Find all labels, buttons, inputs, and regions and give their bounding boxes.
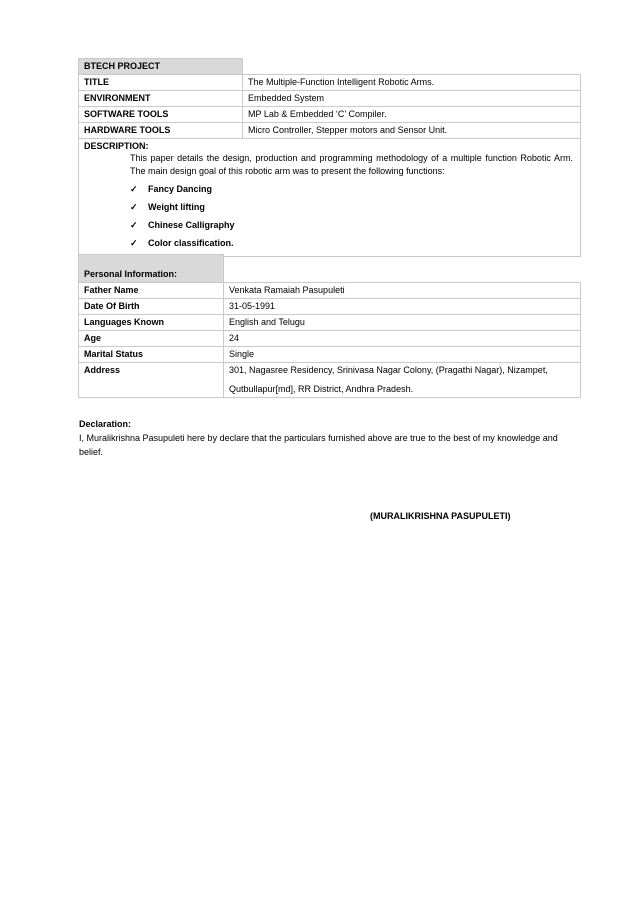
declaration-section [79, 417, 559, 459]
marital-status-value: Single [224, 347, 581, 363]
list-item: ✓ Color classification. [130, 234, 575, 252]
table-row [79, 75, 581, 91]
software-tools-value: MP Lab & Embedded ‘C’ Compiler. [243, 107, 581, 123]
table-row [79, 315, 581, 331]
environment-label: ENVIRONMENT [79, 91, 243, 107]
father-name-value: Venkata Ramaiah Pasupuleti [224, 283, 581, 299]
table-row [79, 91, 581, 107]
table-row [79, 107, 581, 123]
declaration-text: I, Muralikrishna Pasupuleti here by declare that the particulars furnished above are true to the best of my knowledge and belief. [79, 433, 558, 457]
checkmark-icon: ✓ [130, 202, 138, 212]
description-row [79, 139, 581, 257]
address-label: Address [79, 363, 224, 398]
signature-name: (MURALIKRISHNA PASUPULETI) [370, 511, 511, 521]
table-row [79, 299, 581, 315]
address-line-2: Qutbullapur[md], RR District, Andhra Pradesh. [229, 384, 414, 394]
title-label: TITLE [79, 75, 243, 91]
address-line-1: 301, Nagasree Residency, Srinivasa Nagar Colony, (Pragathi Nagar), Nizampet, [229, 365, 548, 375]
personal-info-table [78, 254, 581, 398]
languages-value: English and Telugu [224, 315, 581, 331]
list-item: ✓ Weight lifting [130, 198, 575, 216]
checkmark-icon: ✓ [130, 238, 138, 248]
table-row [79, 123, 581, 139]
project-header: BTECH PROJECT [79, 59, 243, 75]
table-row [79, 283, 581, 299]
list-item: ✓ Chinese Calligraphy [130, 216, 575, 234]
languages-label: Languages Known [79, 315, 224, 331]
age-value: 24 [224, 331, 581, 347]
age-label: Age [79, 331, 224, 347]
table-row [79, 331, 581, 347]
table-row [79, 347, 581, 363]
software-tools-label: SOFTWARE TOOLS [79, 107, 243, 123]
dob-value: 31-05-1991 [224, 299, 581, 315]
description-text: This paper details the design, production and programming methodology of a multiple function Robotic Arm. The main design goal of this robotic arm was to present the following functions: [130, 153, 573, 176]
table-row [79, 363, 581, 398]
list-item: ✓ Fancy Dancing [130, 180, 575, 198]
address-value [224, 363, 581, 398]
description-label: DESCRIPTION: [84, 141, 149, 151]
hardware-tools-label: HARDWARE TOOLS [79, 123, 243, 139]
functions-list [84, 180, 575, 252]
description-cell [79, 139, 581, 257]
project-table [78, 58, 581, 257]
declaration-title: Declaration: [79, 419, 132, 429]
marital-status-label: Marital Status [79, 347, 224, 363]
environment-value: Embedded System [243, 91, 581, 107]
hardware-tools-value: Micro Controller, Stepper motors and Sensor Unit. [243, 123, 581, 139]
father-name-label: Father Name [79, 283, 224, 299]
personal-info-header: Personal Information: [79, 255, 224, 283]
title-value: The Multiple-Function Intelligent Robotic Arms. [243, 75, 581, 91]
dob-label: Date Of Birth [79, 299, 224, 315]
checkmark-icon: ✓ [130, 184, 138, 194]
checkmark-icon: ✓ [130, 220, 138, 230]
